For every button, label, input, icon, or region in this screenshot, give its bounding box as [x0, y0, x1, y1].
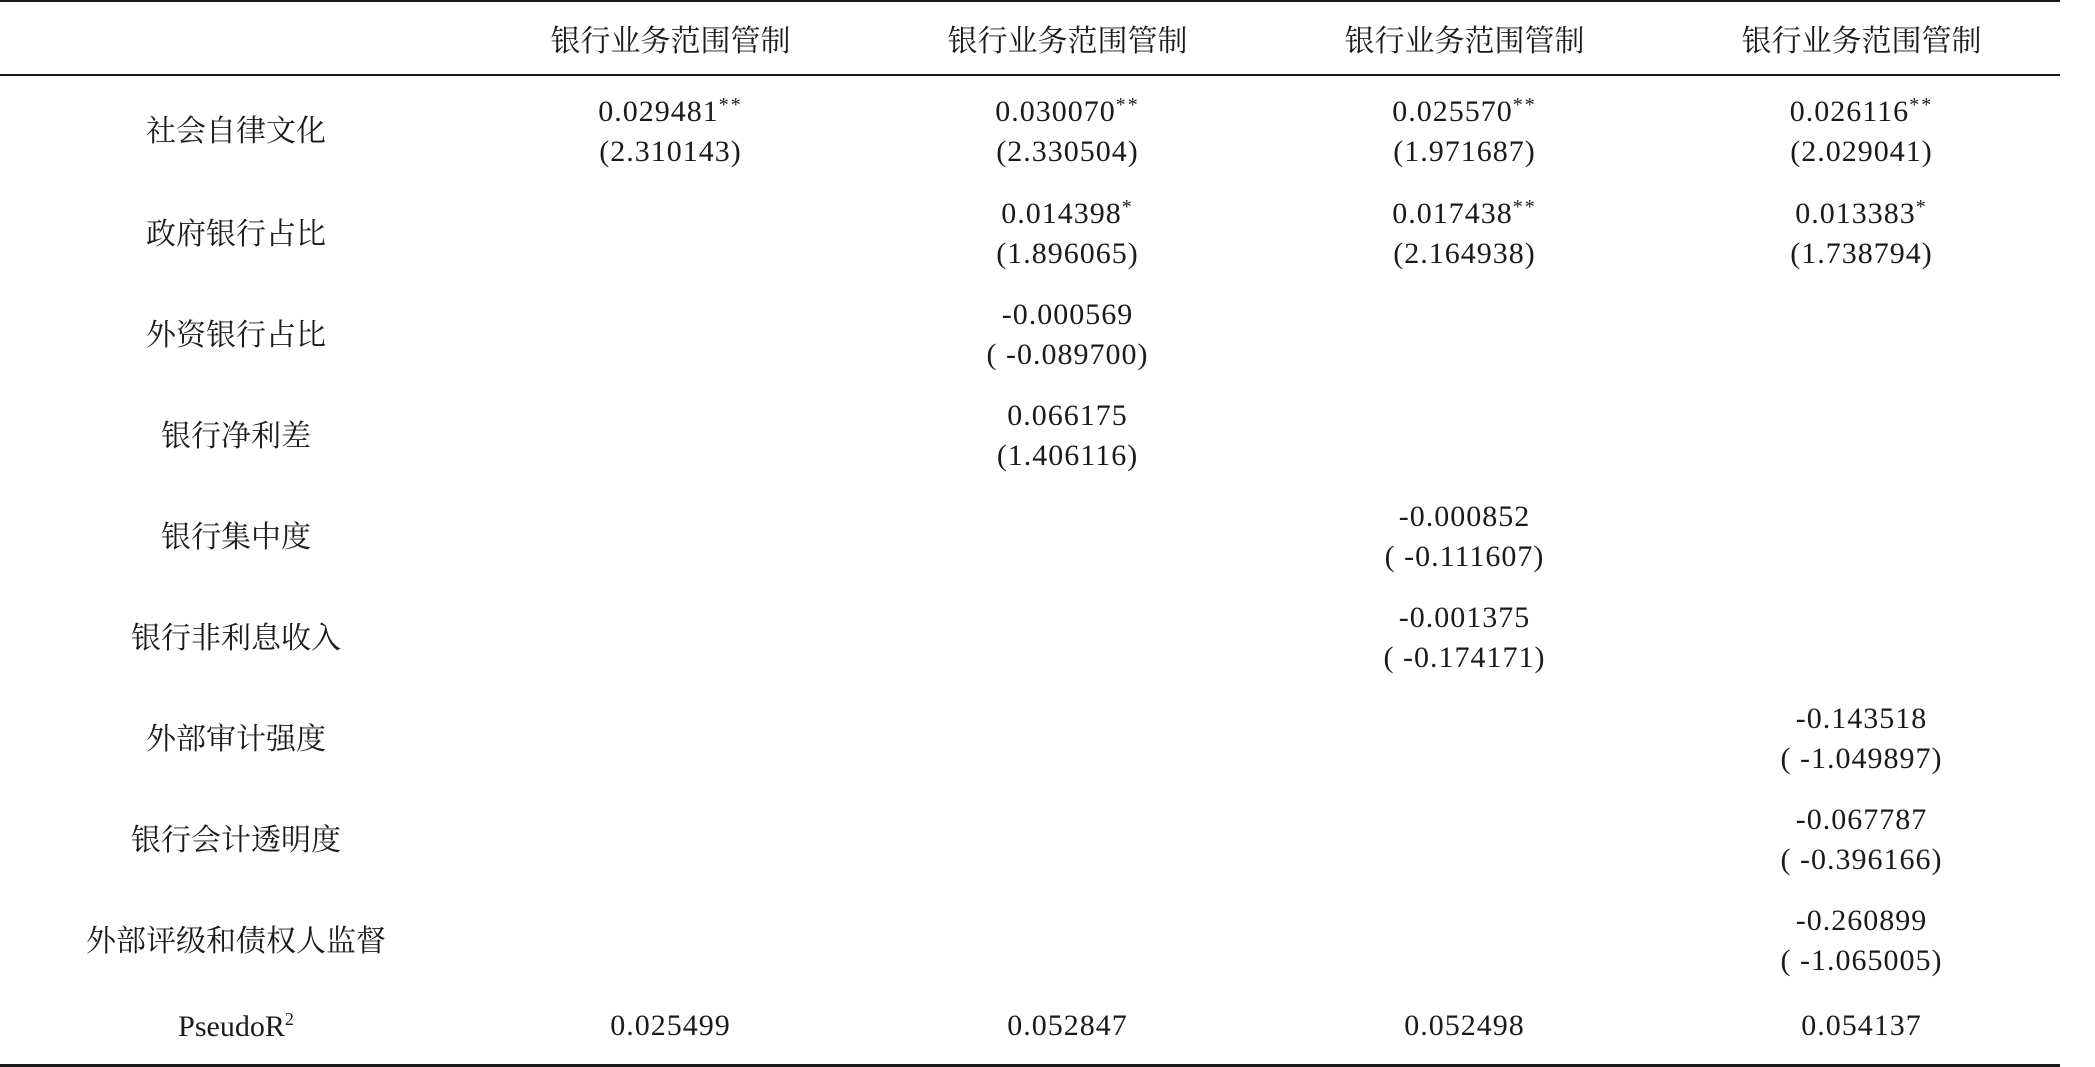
coefficient-cell — [472, 483, 869, 584]
table-row — [0, 483, 2060, 584]
coefficient-value: -0.067787 — [1795, 803, 1928, 836]
coefficient-value: 0.013383 — [1795, 197, 1916, 230]
variable-label: 外部评级和债权人监督 — [86, 923, 386, 959]
table-row — [0, 281, 2060, 382]
table-row — [0, 382, 2060, 483]
t-statistic: (2.310143) — [599, 134, 742, 168]
pseudo-r2-value: 0.052847 — [869, 988, 1266, 1066]
t-statistic: (1.406116) — [996, 439, 1139, 472]
coefficient-cell — [1266, 584, 1663, 685]
coefficient-cell — [1266, 483, 1663, 584]
t-statistic: (1.971687) — [1393, 134, 1536, 168]
t-statistic: ( -0.396166) — [1780, 843, 1943, 876]
coefficient-line — [1266, 85, 1663, 132]
coefficient-cell — [1663, 786, 2060, 887]
coefficient-cell — [869, 685, 1266, 786]
table-row — [0, 180, 2060, 281]
significance-stars: ** — [1909, 93, 1934, 116]
significance-stars: ** — [1115, 93, 1140, 116]
coefficient-line — [1266, 591, 1663, 638]
coefficient-value: 0.030070 — [995, 94, 1116, 128]
coefficient-value: -0.000852 — [1398, 500, 1531, 533]
coefficient-value: -0.260899 — [1795, 904, 1928, 937]
coefficient-line — [869, 389, 1266, 436]
header-label-column — [0, 1, 472, 75]
coefficient-value: -0.143518 — [1795, 702, 1928, 735]
table-row — [0, 75, 2060, 180]
pseudo-r2-value: 0.052498 — [1266, 988, 1663, 1066]
coefficient-cell — [869, 786, 1266, 887]
variable-label: 银行净利差 — [161, 418, 311, 454]
t-statistic: (2.330504) — [996, 134, 1139, 168]
variable-label: 外部审计强度 — [146, 721, 326, 757]
t-statistic: (1.738794) — [1790, 237, 1933, 270]
pseudo-r2-value: 0.025499 — [472, 988, 869, 1066]
t-statistic: ( -0.174171) — [1383, 641, 1546, 674]
coefficient-line — [869, 288, 1266, 335]
header-model-4: 银行业务范围管制 — [1663, 1, 2060, 75]
pseudo-r2-value: 0.054137 — [1663, 988, 2060, 1066]
t-statistic: ( -1.065005) — [1780, 944, 1943, 977]
significance-stars: * — [1915, 196, 1928, 218]
pseudo-r2-superscript: 2 — [284, 1008, 294, 1029]
pseudo-r2-label — [0, 988, 472, 1066]
coefficient-line — [1663, 793, 2060, 840]
header-model-3: 银行业务范围管制 — [1266, 1, 1663, 75]
coefficient-line — [1266, 187, 1663, 234]
coefficient-line — [1266, 490, 1663, 537]
coefficient-cell — [1266, 685, 1663, 786]
coefficient-cell — [472, 887, 869, 988]
coefficient-cell — [869, 483, 1266, 584]
t-statistic: (2.164938) — [1393, 237, 1536, 270]
coefficient-cell — [1663, 584, 2060, 685]
coefficient-cell — [1266, 887, 1663, 988]
coefficient-cell — [1266, 75, 1663, 180]
coefficient-cell — [1266, 281, 1663, 382]
coefficient-cell — [472, 281, 869, 382]
coefficient-line — [869, 85, 1266, 132]
header-row — [0, 1, 2060, 75]
coefficient-cell — [1663, 75, 2060, 180]
coefficient-value: 0.066175 — [1007, 399, 1128, 432]
coefficient-value: 0.025570 — [1392, 94, 1513, 128]
t-statistic: ( -0.111607) — [1384, 540, 1545, 573]
coefficient-cell — [1266, 786, 1663, 887]
coefficient-cell — [1663, 281, 2060, 382]
coefficient-value: 0.026116 — [1789, 94, 1910, 128]
table-row — [0, 685, 2060, 786]
coefficient-cell — [869, 382, 1266, 483]
coefficient-value: -0.000569 — [1001, 298, 1134, 331]
table-row — [0, 584, 2060, 685]
coefficient-line — [1663, 894, 2060, 941]
variable-label: 银行非利息收入 — [131, 620, 341, 656]
t-statistic: ( -1.049897) — [1780, 742, 1943, 775]
coefficient-cell — [1266, 382, 1663, 483]
coefficient-cell — [1663, 180, 2060, 281]
coefficient-cell — [869, 887, 1266, 988]
significance-stars: ** — [1512, 93, 1537, 116]
coefficient-cell — [1266, 180, 1663, 281]
coefficient-line — [472, 85, 869, 132]
coefficient-value: 0.017438 — [1392, 197, 1513, 230]
t-statistic: (2.029041) — [1790, 134, 1933, 168]
variable-label: 外资银行占比 — [146, 317, 326, 353]
coefficient-value: -0.001375 — [1398, 601, 1531, 634]
header-model-2: 银行业务范围管制 — [869, 1, 1266, 75]
coefficient-cell — [472, 685, 869, 786]
coefficient-cell — [869, 180, 1266, 281]
coefficient-line — [1663, 85, 2060, 132]
table-row — [0, 786, 2060, 887]
significance-stars: ** — [1512, 196, 1537, 218]
coefficient-cell — [472, 584, 869, 685]
coefficient-line — [869, 187, 1266, 234]
coefficient-cell — [472, 75, 869, 180]
variable-label: 银行会计透明度 — [131, 822, 341, 858]
coefficient-cell — [472, 180, 869, 281]
significance-stars: ** — [718, 93, 743, 116]
coefficient-cell — [869, 281, 1266, 382]
table-row — [0, 887, 2060, 988]
header-model-1: 银行业务范围管制 — [472, 1, 869, 75]
coefficient-cell — [1663, 483, 2060, 584]
variable-label: 政府银行占比 — [146, 216, 326, 252]
coefficient-cell — [1663, 382, 2060, 483]
coefficient-value: 0.014398 — [1001, 197, 1122, 230]
coefficient-cell — [1663, 685, 2060, 786]
coefficient-cell — [1663, 887, 2060, 988]
t-statistic: (1.896065) — [996, 237, 1139, 270]
significance-stars: * — [1121, 196, 1134, 218]
pseudo-r2-label-text: PseudoR — [178, 1009, 285, 1043]
coefficient-value: 0.029481 — [598, 94, 719, 128]
coefficient-cell — [472, 786, 869, 887]
coefficient-cell — [472, 382, 869, 483]
coefficient-cell — [869, 584, 1266, 685]
pseudo-r2-row — [0, 988, 2060, 1066]
variable-label: 社会自律文化 — [146, 114, 326, 149]
variable-label: 银行集中度 — [161, 519, 311, 555]
coefficient-line — [1663, 692, 2060, 739]
coefficient-cell — [869, 75, 1266, 180]
t-statistic: ( -0.089700) — [986, 338, 1149, 371]
coefficient-line — [1663, 187, 2060, 234]
